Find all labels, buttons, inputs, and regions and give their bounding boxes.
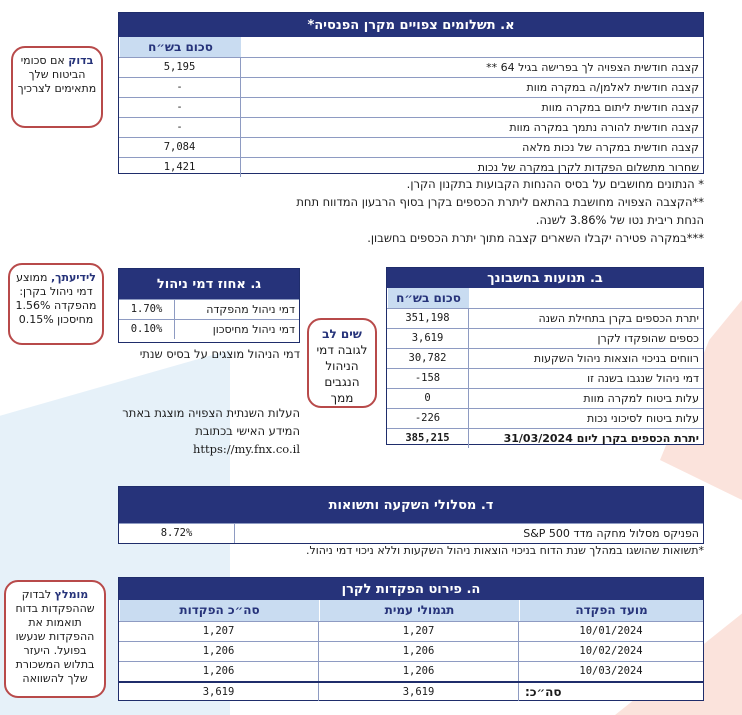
table-row xyxy=(119,157,703,177)
section-g-management-fees xyxy=(118,268,300,343)
amount-column-header: סכום בש״ח xyxy=(119,37,241,57)
cost-note: העלות השנתית הצפויה מוצגת באתר המידע האישי בכתובת xyxy=(122,406,300,438)
table-cell: 1,207 xyxy=(319,622,519,641)
amount-column-header: סכום בש״ח xyxy=(387,288,469,308)
section-b-total-row xyxy=(387,428,703,448)
total-deposits-header: סה״כ הפקדות xyxy=(119,600,319,621)
callout-check-insurance xyxy=(11,46,103,128)
section-h-title: ה. פירוט הפקדות לקרן xyxy=(119,578,703,600)
table-row xyxy=(119,641,703,661)
row-label: שחרור מתשלום הפקדות לקרן במקרה של נכות xyxy=(477,161,699,174)
deposits-total: 3,619 xyxy=(119,683,319,701)
track-name: הפניקס מסלול מחקה מדד S&P 500 xyxy=(523,527,699,540)
section-d-title: ד. מסלולי השקעה ותשואות xyxy=(119,487,703,523)
table-row xyxy=(119,117,703,137)
callout-bold: בדוק xyxy=(68,54,94,67)
row-label: דמי ניהול מחיסכון xyxy=(212,323,295,336)
total-value: 385,215 xyxy=(387,429,469,448)
total-label: סה״כ: xyxy=(525,685,562,699)
table-row xyxy=(387,348,703,368)
member-contrib-total: 3,619 xyxy=(319,683,519,701)
row-value: 5,195 xyxy=(119,58,241,77)
row-label: קצבה חודשית במקרה של נכות מלאה xyxy=(522,141,699,154)
callout-bold: לידיעתך, xyxy=(50,271,96,284)
row-value: 1,421 xyxy=(119,158,241,177)
row-label: עלות ביטוח לסיכוני נכות xyxy=(587,412,699,425)
callout-line: מחיסכון 0.15% xyxy=(18,313,94,326)
row-value: 351,198 xyxy=(387,309,469,328)
table-row xyxy=(387,388,703,408)
note-line: ***במקרה פטירה יקבלו השארים קצבה מתוך יתרת הכספים בחשבון. xyxy=(367,231,704,245)
table-row xyxy=(387,408,703,428)
note-line: * הנתונים מחושבים על בסיס ההנחות הקבועות בתקנון הקרן. xyxy=(406,177,704,191)
table-row xyxy=(119,621,703,641)
table-row xyxy=(119,137,703,157)
table-cell: 1,206 xyxy=(119,662,319,681)
section-h-deposit-details xyxy=(118,577,704,701)
row-label: קצבה חודשית ליתום במקרה מוות xyxy=(541,101,699,114)
callout-line: מהפקדה 1.56% xyxy=(15,299,97,312)
row-value: - xyxy=(119,118,241,137)
table-row xyxy=(119,319,299,339)
row-label: קצבה חודשית לאלמן/ה במקרה מוות xyxy=(526,81,699,94)
row-value: 30,782 xyxy=(387,349,469,368)
callout-text: אם סכומי הביטוח שלך מתאימים לצרכיך xyxy=(17,54,97,95)
deposits-total-row xyxy=(119,681,703,701)
note-line: הנחת ריבית נטו של 3.86% לשנה. xyxy=(535,213,704,227)
total-label: יתרת הכספים בקרן ליום 31/03/2024 xyxy=(503,432,699,445)
row-value: -158 xyxy=(387,369,469,388)
section-d-investment-tracks xyxy=(118,486,704,544)
section-b-title: ב. תנועות בחשבונך xyxy=(387,268,703,288)
table-cell: 1,206 xyxy=(119,642,319,661)
table-cell: 1,207 xyxy=(119,622,319,641)
table-cell: 10/03/2024 xyxy=(579,665,643,677)
callout-bold: שים לב xyxy=(322,327,362,341)
row-label: דמי ניהול מהפקדה xyxy=(206,303,295,316)
row-label: רווחים בניכוי הוצאות ניהול השקעות xyxy=(533,352,699,365)
row-value: 3,619 xyxy=(387,329,469,348)
callout-attention-fees xyxy=(307,318,377,408)
row-value: 0.10% xyxy=(119,320,175,339)
section-b-account-movements xyxy=(386,267,704,445)
row-label: עלות ביטוח למקרה מוות xyxy=(583,392,699,405)
fee-basis-note: דמי הניהול מוצגים על בסיס שנתי xyxy=(139,347,300,361)
table-row xyxy=(119,299,299,319)
section-g-note xyxy=(118,345,300,363)
callout-text: ממוצע דמי ניהול בקרן: xyxy=(16,271,93,298)
row-value: 0 xyxy=(387,389,469,408)
row-label: קצבה חודשית הצפויה לך בפרישה בגיל 64 ** xyxy=(486,61,699,74)
table-row xyxy=(387,308,703,328)
investment-track-row xyxy=(119,523,703,543)
row-value: - xyxy=(119,78,241,97)
table-row xyxy=(119,77,703,97)
table-cell: 10/01/2024 xyxy=(579,625,643,637)
track-return: 8.72% xyxy=(119,524,235,543)
row-value: 7,084 xyxy=(119,138,241,157)
row-value: - xyxy=(119,98,241,117)
callout-recommend-check xyxy=(4,580,106,698)
table-cell: 10/02/2024 xyxy=(579,645,643,657)
callout-text: לגובה דמי הניהול הנגבים ממך xyxy=(316,343,368,405)
row-label: יתרת הכספים בקרן בתחילת השנה xyxy=(538,312,699,325)
section-g-title: ג. אחוז דמי ניהול xyxy=(119,269,299,299)
row-value: -226 xyxy=(387,409,469,428)
row-label: קצבה חודשית להורה נתמך במקרה מוות xyxy=(509,121,699,134)
member-contrib-header: תגמולי עמית xyxy=(319,600,519,621)
section-a-notes xyxy=(230,175,704,247)
row-value: 1.70% xyxy=(119,300,175,319)
section-d-note xyxy=(200,542,704,560)
table-row xyxy=(387,328,703,348)
note-line: **הקצבה הצפויה מחושבת בהתאם ליתרת הכספים בקרן בסוף הרבעון המדווח תחת xyxy=(296,195,704,209)
section-a-expected-payments xyxy=(118,12,704,174)
returns-note: *תשואות שהושגו במהלך שנת הדוח בניכוי הוצאות ניהול השקעות וללא ניכוי דמי ניהול. xyxy=(305,544,704,557)
table-cell: 1,206 xyxy=(319,662,519,681)
deposit-date-header: מועד הפקדה xyxy=(519,600,703,621)
section-g-cost-note xyxy=(118,404,300,458)
personal-info-link[interactable]: https://my.fnx.co.il xyxy=(192,442,300,456)
table-cell: 1,206 xyxy=(319,642,519,661)
callout-text: לבדוק שההפקדות בדוח תואמות את ההפקדות שנעשו בפועל. היעזר בתלוש המשכורת שלך להשוואה xyxy=(15,588,95,685)
callout-average-fees xyxy=(8,263,104,345)
table-row xyxy=(119,57,703,77)
table-row xyxy=(119,97,703,117)
table-row xyxy=(119,661,703,681)
table-row xyxy=(387,368,703,388)
row-label: דמי ניהול שנגבו בשנה זו xyxy=(587,372,699,385)
row-label: כספים שהופקדו לקרן xyxy=(597,332,699,345)
callout-bold: מומלץ xyxy=(54,588,89,601)
section-a-title: א. תשלומים צפויים מקרן הפנסיה* xyxy=(119,13,703,37)
